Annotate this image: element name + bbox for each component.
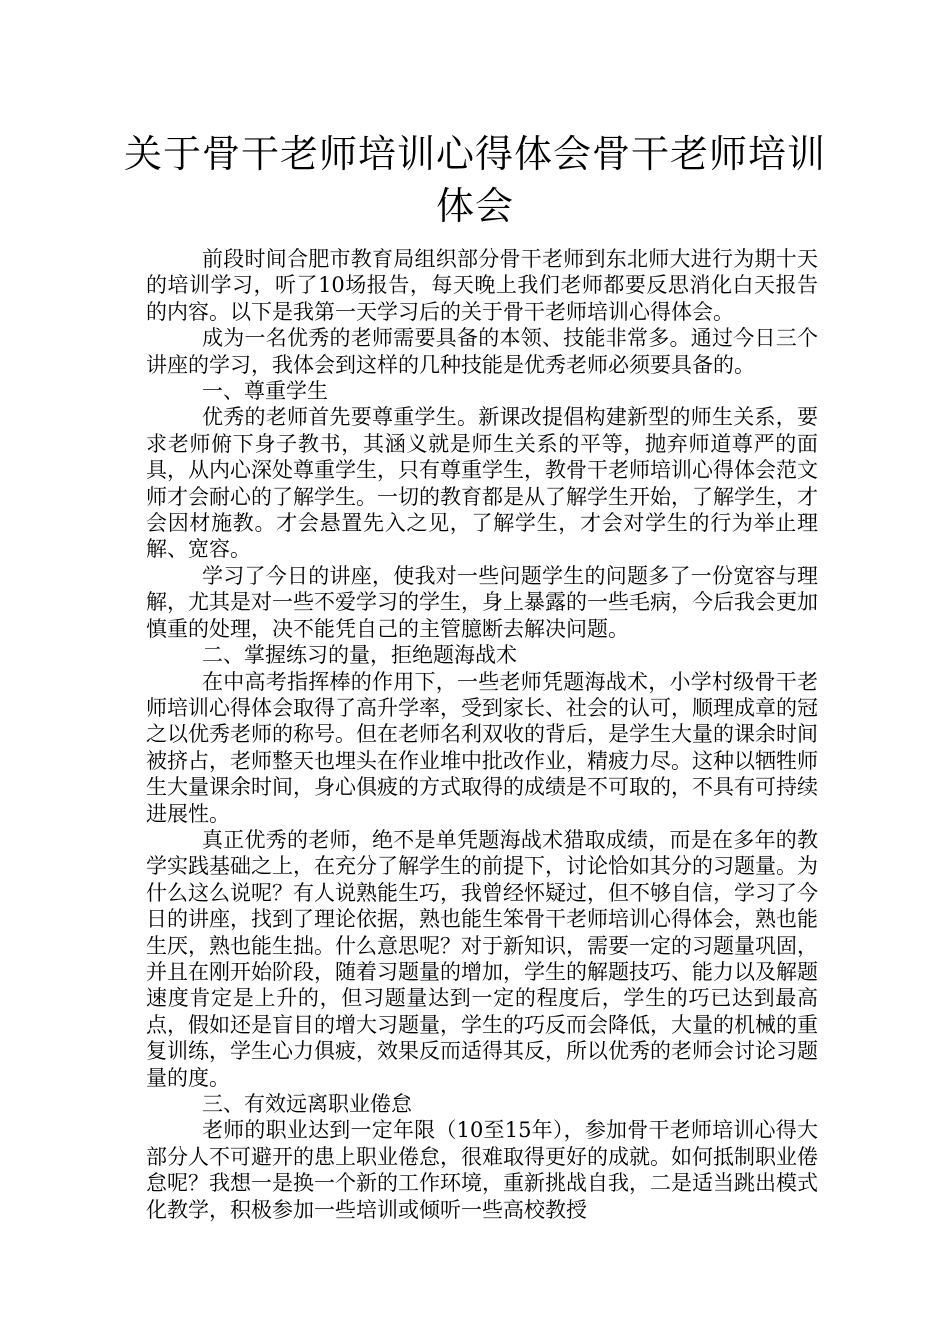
paragraph-intro: 前段时间合肥市教育局组织部分骨干老师到东北师大进行为期十天的培训学习，听了10场报告，每天晚上我们老师都要反思消化白天报告的内容。以下是我第一天学习后的关于骨干老师培训心得体会。 (146, 247, 818, 324)
paragraph-burnout: 老师的职业达到一定年限（10至15年），参加骨干老师培训心得大部分人不可避开的患上职业倦怠，很难取得更好的成就。如何抵制职业倦怠呢？我想一是换一个新的工作环境，重新挑战自我，二是适当跳出模式化教学，积极参加一些培训或倾听一些高校教授 (146, 1118, 818, 1222)
paragraph-tolerance: 学习了今日的讲座，使我对一些问题学生的问题多了一份宽容与理解，尤其是对一些不爱学习的学生，身上暴露的一些毛病，今后我会更加慎重的处理，决不能凭自己的主管臆断去解决问题。 (146, 563, 818, 641)
section-heading-practice-amount: 二、掌握练习的量，拒绝题海战术 (202, 643, 517, 668)
section-heading-respect-students: 一、尊重学生 (202, 379, 328, 404)
paragraph-exam-pressure: 在中高考指挥棒的作用下，一些老师凭题海战术，小学村级骨干老师培训心得体会取得了高升学率，受到家长、社会的认可，顺理成章的冠之以优秀老师的称号。但在老师名利双收的背后，是学生大量的课余时间被挤占，老师整天也埋头在作业堆中批改作业，精疲力尽。这种以牺牲师生大量课余时间，身心俱疲的方式取得的成绩是不可取的，不具有可持续进展性。 (146, 669, 818, 826)
paragraph-respect-students: 优秀的老师首先要尊重学生。新课改提倡构建新型的师生关系，要求老师俯下身子教书，其涵义就是师生关系的平等，抛弃师道尊严的面具，从内心深处尊重学生，只有尊重学生，教骨干老师培训心得体会范文师才会耐心的了解学生。一切的教育都是从了解学生开始，了解学生，才会因材施教。才会悬置先入之见，了解学生，才会对学生的行为举止理解、宽容。 (146, 405, 818, 562)
document-title: 关于骨干老师培训心得体会骨干老师培训体会 (123, 132, 826, 228)
section-heading-burnout: 三、有效远离职业倦怠 (202, 1092, 412, 1116)
paragraph-exercise-quantity: 真正优秀的老师，绝不是单凭题海战术猎取成绩，而是在多年的教学实践基础之上，在充分了解学生的前提下，讨论恰如其分的习题量。为什么这么说呢？有人说熟能生巧，我曾经怀疑过，但不够自信，学习了今日的讲座，找到了理论依据，熟也能生笨骨干老师培训心得体会，熟也能生厌，熟也能生拙。什么意思呢？对于新知识，需要一定的习题量巩固，并且在刚开始阶段，随着习题量的增加，学生的解题技巧、能力以及解题速度肯定是上升的，但习题量达到一定的程度后，学生的巧已达到最高点，假如还是盲目的增大习题量，学生的巧反而会降低，大量的机械的重复训练，学生心力俱疲，效果反而适得其反，所以优秀的老师会讨论习题量的度。 (146, 827, 818, 1090)
document-body (146, 246, 818, 1223)
paragraph-skills-overview: 成为一名优秀的老师需要具备的本领、技能非常多。通过今日三个讲座的学习，我体会到这样的几种技能是优秀老师必须要具备的。 (146, 326, 818, 377)
